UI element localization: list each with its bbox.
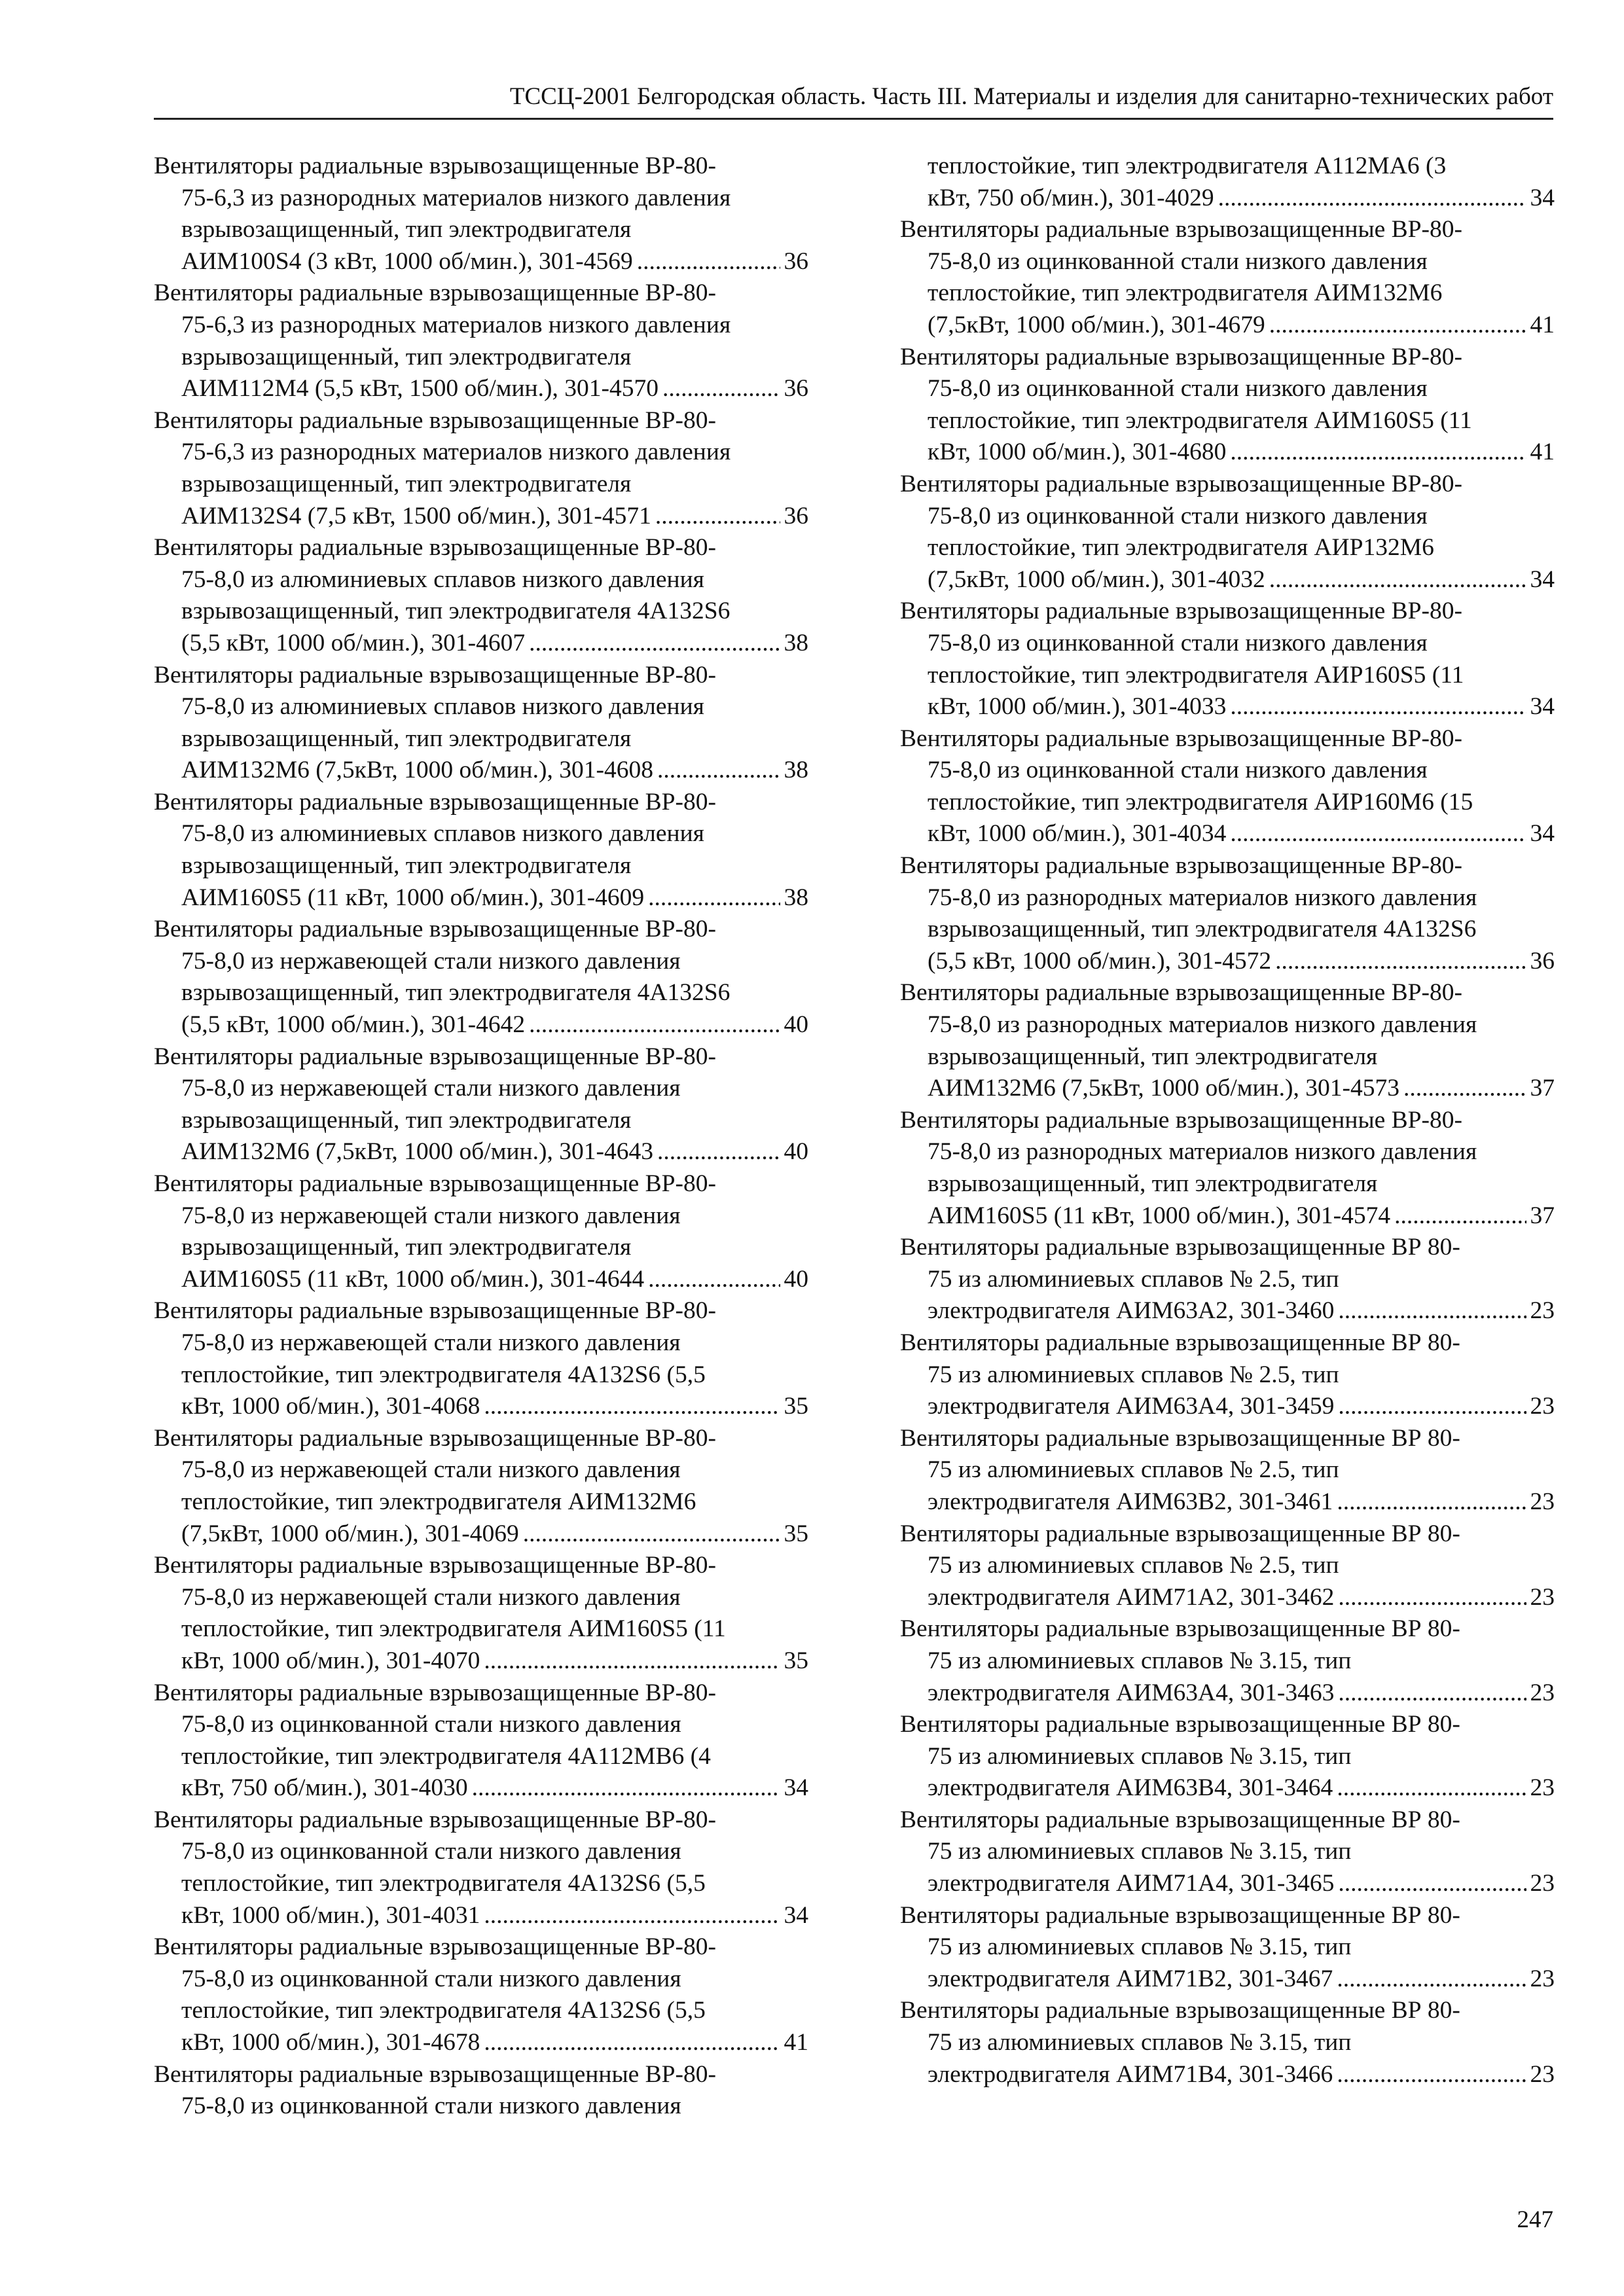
entry-line: 75-8,0 из алюминиевых сплавов низкого давления	[181, 565, 704, 593]
entry-text: кВт, 750 об/мин.), 301-4030	[181, 1774, 468, 1802]
dot-leader	[1338, 1868, 1526, 1900]
index-entry	[900, 1232, 1555, 1327]
entry-line	[900, 1868, 1555, 1900]
entry-page-number: 23	[1530, 1870, 1555, 1897]
dot-leader	[657, 755, 780, 787]
entry-page-number: 38	[784, 629, 808, 656]
dot-leader	[1337, 2059, 1526, 2091]
entry-line	[900, 437, 1555, 469]
dot-leader	[484, 1645, 780, 1677]
entry-text: АИМ132М6 (7,5кВт, 1000 об/мин.), 301-4608	[181, 757, 653, 784]
entry-text: АИМ132S4 (7,5 кВт, 1500 об/мин.), 301-4571	[181, 502, 651, 529]
entry-line: Вентиляторы радиальные взрывозащищенные ВР-80-	[154, 406, 717, 434]
dot-leader	[523, 1518, 780, 1551]
entry-page-number: 34	[1530, 184, 1555, 211]
entry-line	[154, 1009, 808, 1041]
entry-text: кВт, 1000 об/мин.), 301-4678	[181, 2029, 480, 2056]
running-header: ТССЦ-2001 Белгородская область. Часть III. Материалы и изделия для санитарно-технических работ	[509, 83, 1553, 110]
dot-leader	[637, 246, 780, 278]
entry-line: 75-8,0 из оцинкованной стали низкого давления	[181, 1711, 681, 1738]
entry-line: взрывозащищенный, тип электродвигателя	[928, 1170, 1378, 1197]
entry-page-number: 41	[1530, 311, 1555, 338]
entry-page-number: 23	[1530, 1774, 1555, 1802]
entry-text: кВт, 1000 об/мин.), 301-4034	[928, 820, 1227, 848]
entry-line: теплостойкие, тип электродвигателя АИР132М6	[928, 534, 1434, 562]
entry-line	[900, 1200, 1555, 1232]
entry-text: АИМ132М6 (7,5кВт, 1000 об/мин.), 301-4643	[181, 1138, 653, 1166]
entry-line	[900, 564, 1555, 596]
dot-leader	[657, 1136, 780, 1168]
entry-line: 75-6,3 из разнородных материалов низкого давления	[181, 311, 731, 338]
entry-page-number: 36	[784, 502, 808, 529]
entry-line: взрывозащищенный, тип электродвигателя	[181, 1234, 632, 1261]
dot-leader	[648, 882, 780, 914]
entry-text: АИМ160S5 (11 кВт, 1000 об/мин.), 301-4574	[928, 1202, 1391, 1229]
index-entry	[900, 151, 1555, 214]
entry-line: Вентиляторы радиальные взрывозащищенные ВР-80-	[900, 979, 1463, 1007]
entry-line	[900, 1677, 1555, 1710]
entry-line: 75 из алюминиевых сплавов № 3.15, тип	[928, 2029, 1352, 2056]
entry-line: Вентиляторы радиальные взрывозащищенные ВР-80-	[900, 216, 1463, 243]
entry-line: Вентиляторы радиальные взрывозащищенные ВР-80-	[900, 343, 1463, 370]
entry-page-number: 38	[784, 757, 808, 784]
index-column-left	[154, 151, 808, 2123]
entry-line: Вентиляторы радиальные взрывозащищенные ВР-80-	[900, 470, 1463, 497]
index-entry	[154, 1168, 808, 1295]
entry-line	[154, 1518, 808, 1551]
index-entry	[900, 342, 1555, 469]
entry-text: кВт, 1000 об/мин.), 301-4070	[181, 1647, 480, 1674]
index-entry	[154, 787, 808, 914]
entry-line: Вентиляторы радиальные взрывозащищенные ВР-80-	[154, 1552, 717, 1579]
dot-leader	[1337, 1964, 1526, 1996]
dot-leader	[484, 2027, 780, 2059]
index-entry	[154, 278, 808, 404]
dot-leader	[484, 1391, 780, 1423]
index-entry	[154, 1677, 808, 1804]
entry-page-number: 23	[1530, 1679, 1555, 1706]
entry-text: (5,5 кВт, 1000 об/мин.), 301-4607	[181, 629, 526, 656]
entry-text: электродвигателя АИМ63В2, 301-3461	[928, 1488, 1333, 1515]
entry-page-number: 35	[784, 1647, 808, 1674]
entry-line: Вентиляторы радиальные взрывозащищенные ВР-80-	[900, 598, 1463, 625]
dot-leader	[1230, 437, 1526, 469]
entry-page-number: 23	[1530, 1965, 1555, 1992]
entry-line: 75-8,0 из оцинкованной стали низкого давления	[181, 2092, 681, 2120]
entry-page-number: 35	[784, 1393, 808, 1420]
entry-page-number: 35	[784, 1520, 808, 1547]
entry-page-number: 34	[784, 1901, 808, 1929]
entry-line: Вентиляторы радиальные взрывозащищенные ВР-80-	[154, 1679, 717, 1706]
entry-line: теплостойкие, тип электродвигателя АИМ132М6	[181, 1488, 696, 1515]
entry-line: 75-6,3 из разнородных материалов низкого давления	[181, 439, 731, 466]
entry-text: кВт, 1000 об/мин.), 301-4031	[181, 1901, 480, 1929]
dot-leader	[529, 628, 780, 660]
entry-line: 75-8,0 из разнородных материалов низкого давления	[928, 884, 1477, 911]
entry-line	[154, 755, 808, 787]
entry-line: Вентиляторы радиальные взрывозащищенные ВР 80-	[900, 1234, 1460, 1261]
entry-line: взрывозащищенный, тип электродвигателя	[928, 1043, 1378, 1070]
entry-line: Вентиляторы радиальные взрывозащищенные ВР-80-	[900, 852, 1463, 880]
entry-line	[154, 1645, 808, 1677]
entry-text: кВт, 1000 об/мин.), 301-4033	[928, 693, 1227, 721]
dot-leader	[484, 1900, 780, 1932]
index-entry	[154, 1423, 808, 1550]
entry-page-number: 41	[1530, 439, 1555, 466]
index-entry	[900, 1105, 1555, 1232]
entry-line: взрывозащищенный, тип электродвигателя	[181, 1106, 632, 1134]
dot-leader	[655, 501, 780, 533]
entry-line: Вентиляторы радиальные взрывозащищенные ВР 80-	[900, 1615, 1460, 1643]
entry-line: Вентиляторы радиальные взрывозащищенные ВР-80-	[154, 152, 717, 179]
dot-leader	[1269, 564, 1526, 596]
entry-line: 75-8,0 из разнородных материалов низкого давления	[928, 1011, 1477, 1039]
entry-line	[900, 1772, 1555, 1804]
entry-page-number: 23	[1530, 1297, 1555, 1325]
entry-page-number: 38	[784, 884, 808, 911]
entry-line: Вентиляторы радиальные взрывозащищенные ВР-80-	[154, 788, 717, 816]
entry-line	[900, 183, 1555, 215]
entry-line: 75-8,0 из оцинкованной стали низкого давления	[928, 375, 1428, 403]
entry-line: теплостойкие, тип электродвигателя АИР160М6 (15	[928, 788, 1473, 816]
dot-leader	[472, 1772, 780, 1804]
entry-text: (5,5 кВт, 1000 об/мин.), 301-4642	[181, 1011, 526, 1039]
entry-text: электродвигателя АИМ71А2, 301-3462	[928, 1583, 1335, 1611]
index-entry	[154, 532, 808, 659]
entry-line: 75-6,3 из разнородных материалов низкого давления	[181, 184, 731, 211]
entry-line: 75-8,0 из оцинкованной стали низкого давления	[181, 1965, 681, 1992]
entry-line: 75 из алюминиевых сплавов № 3.15, тип	[928, 1838, 1352, 1865]
entry-line	[900, 1073, 1555, 1105]
entry-text: электродвигателя АИМ63А4, 301-3459	[928, 1393, 1335, 1420]
entry-line: 75-8,0 из разнородных материалов низкого давления	[928, 1138, 1477, 1166]
entry-line: Вентиляторы радиальные взрывозащищенные ВР 80-	[900, 1997, 1460, 2024]
entry-line	[900, 310, 1555, 342]
entry-line: 75-8,0 из алюминиевых сплавов низкого давления	[181, 820, 704, 848]
entry-text: электродвигателя АИМ63А4, 301-3463	[928, 1679, 1335, 1706]
entry-page-number: 36	[784, 247, 808, 275]
index-entry	[900, 850, 1555, 977]
index-entry	[900, 1518, 1555, 1614]
entry-page-number: 23	[1530, 2060, 1555, 2088]
entry-line: Вентиляторы радиальные взрывозащищенные ВР-80-	[900, 1106, 1463, 1134]
entry-line: Вентиляторы радиальные взрывозащищенные ВР-80-	[154, 2060, 717, 2088]
entry-text: кВт, 750 об/мин.), 301-4029	[928, 184, 1214, 211]
index-entry	[900, 977, 1555, 1104]
entry-line: взрывозащищенный, тип электродвигателя	[181, 725, 632, 752]
entry-page-number: 34	[1530, 820, 1555, 848]
entry-line: Вентиляторы радиальные взрывозащищенные ВР-80-	[154, 1297, 717, 1325]
entry-line: Вентиляторы радиальные взрывозащищенные ВР 80-	[900, 1520, 1460, 1547]
dot-leader	[1338, 1582, 1526, 1614]
entry-line	[900, 1486, 1555, 1518]
dot-leader	[1338, 1391, 1526, 1423]
index-entry	[900, 596, 1555, 723]
entry-line: 75-8,0 из нержавеющей стали низкого давления	[181, 1329, 681, 1356]
entry-text: (5,5 кВт, 1000 об/мин.), 301-4572	[928, 947, 1272, 975]
entry-text: электродвигателя АИМ71А4, 301-3465	[928, 1870, 1335, 1897]
entry-page-number: 23	[1530, 1488, 1555, 1515]
entry-line: Вентиляторы радиальные взрывозащищенные ВР-80-	[154, 534, 717, 562]
entry-page-number: 23	[1530, 1583, 1555, 1611]
entry-line: 75 из алюминиевых сплавов № 3.15, тип	[928, 1933, 1352, 1961]
entry-line: взрывозащищенный, тип электродвигателя	[181, 343, 632, 370]
entry-line: Вентиляторы радиальные взрывозащищенные ВР-80-	[154, 916, 717, 943]
entry-text: электродвигателя АИМ63В4, 301-3464	[928, 1774, 1333, 1802]
index-entry	[900, 214, 1555, 341]
dot-leader	[1275, 946, 1526, 978]
entry-line: 75-8,0 из оцинкованной стали низкого давления	[928, 247, 1428, 275]
entry-page-number: 36	[1530, 947, 1555, 975]
index-entry	[154, 1804, 808, 1931]
entry-line: 75-8,0 из оцинкованной стали низкого давления	[181, 1838, 681, 1865]
entry-line: Вентиляторы радиальные взрывозащищенные ВР-80-	[900, 725, 1463, 752]
entry-text: электродвигателя АИМ71В2, 301-3467	[928, 1965, 1333, 1992]
entry-text: электродвигателя АИМ63А2, 301-3460	[928, 1297, 1335, 1325]
index-entry	[154, 1550, 808, 1677]
index-entry	[900, 1804, 1555, 1900]
entry-line	[154, 501, 808, 533]
entry-line: теплостойкие, тип электродвигателя 4А132S6 (5,5	[181, 1997, 706, 2024]
dot-leader	[1337, 1772, 1526, 1804]
entry-line: 75-8,0 из нержавеющей стали низкого давления	[181, 1202, 681, 1229]
entry-line: взрывозащищенный, тип электродвигателя	[181, 216, 632, 243]
entry-line: 75-8,0 из нержавеющей стали низкого давления	[181, 947, 681, 975]
index-entry	[900, 723, 1555, 850]
index-column-right	[900, 151, 1555, 2090]
entry-line	[900, 1295, 1555, 1327]
dot-leader	[662, 373, 780, 405]
entry-line: теплостойкие, тип электродвигателя 4А132S6 (5,5	[181, 1870, 706, 1897]
entry-line: 75 из алюминиевых сплавов № 3.15, тип	[928, 1742, 1352, 1770]
index-entry	[900, 1995, 1555, 2090]
entry-line: теплостойкие, тип электродвигателя АИМ132М6	[928, 279, 1443, 307]
entry-page-number: 34	[1530, 565, 1555, 593]
index-entry	[900, 1423, 1555, 1518]
index-entry	[900, 1613, 1555, 1709]
entry-text: АИМ112М4 (5,5 кВт, 1500 об/мин.), 301-4570	[181, 375, 659, 403]
entry-line: Вентиляторы радиальные взрывозащищенные ВР 80-	[900, 1901, 1460, 1929]
index-entry	[154, 151, 808, 278]
entry-line: 75-8,0 из оцинкованной стали низкого давления	[928, 757, 1428, 784]
entry-text: (7,5кВт, 1000 об/мин.), 301-4032	[928, 565, 1265, 593]
entry-line	[900, 946, 1555, 978]
entry-page-number: 41	[784, 2029, 808, 2056]
entry-line: 75-8,0 из нержавеющей стали низкого давления	[181, 1456, 681, 1484]
dot-leader	[1403, 1073, 1526, 1105]
entry-page-number: 40	[784, 1265, 808, 1293]
entry-line: Вентиляторы радиальные взрывозащищенные ВР 80-	[900, 1424, 1460, 1452]
entry-line	[900, 2059, 1555, 2091]
entry-page-number: 23	[1530, 1393, 1555, 1420]
entry-line	[154, 628, 808, 660]
page-number: 247	[1517, 2206, 1553, 2233]
entry-page-number: 34	[1530, 693, 1555, 721]
entry-line: Вентиляторы радиальные взрывозащищенные ВР-80-	[154, 661, 717, 689]
entry-line	[154, 882, 808, 914]
dot-leader	[1394, 1200, 1526, 1232]
entry-line: теплостойкие, тип электродвигателя 4А112МВ6 (4	[181, 1742, 711, 1770]
entry-line: взрывозащищенный, тип электродвигателя 4А132S6	[181, 598, 731, 625]
entry-line: теплостойкие, тип электродвигателя 4А132S6 (5,5	[181, 1361, 706, 1388]
entry-line: Вентиляторы радиальные взрывозащищенные ВР 80-	[900, 1711, 1460, 1738]
entry-line: 75 из алюминиевых сплавов № 2.5, тип	[928, 1456, 1339, 1484]
entry-line: Вентиляторы радиальные взрывозащищенные ВР-80-	[154, 1933, 717, 1961]
entry-line: Вентиляторы радиальные взрывозащищенные ВР 80-	[900, 1806, 1460, 1833]
entry-text: (7,5кВт, 1000 об/мин.), 301-4679	[928, 311, 1265, 338]
entry-line: 75 из алюминиевых сплавов № 3.15, тип	[928, 1647, 1352, 1674]
entry-line: Вентиляторы радиальные взрывозащищенные ВР-80-	[154, 1806, 717, 1833]
entry-line	[154, 1391, 808, 1423]
entry-line: взрывозащищенный, тип электродвигателя	[181, 470, 632, 497]
dot-leader	[1338, 1677, 1526, 1710]
dot-leader	[1218, 183, 1526, 215]
entry-line: 75 из алюминиевых сплавов № 2.5, тип	[928, 1265, 1339, 1293]
entry-line: взрывозащищенный, тип электродвигателя 4А132S6	[181, 979, 731, 1007]
index-entry	[154, 405, 808, 532]
dot-leader	[648, 1264, 780, 1296]
entry-line	[154, 1772, 808, 1804]
entry-line	[900, 1391, 1555, 1423]
index-entry	[154, 914, 808, 1041]
entry-line	[154, 246, 808, 278]
entry-line	[900, 1582, 1555, 1614]
entry-line: 75 из алюминиевых сплавов № 2.5, тип	[928, 1552, 1339, 1579]
entry-line: теплостойкие, тип электродвигателя АИМ160S5 (11	[928, 406, 1472, 434]
entry-line: теплостойкие, тип электродвигателя А112МА6 (3	[928, 152, 1447, 179]
dot-leader	[1269, 310, 1526, 342]
entry-line	[900, 1964, 1555, 1996]
entry-page-number: 37	[1530, 1202, 1555, 1229]
index-entry	[154, 2059, 808, 2123]
index-entry	[900, 1709, 1555, 1804]
entry-text: АИМ160S5 (11 кВт, 1000 об/мин.), 301-4609	[181, 884, 645, 911]
entry-line	[154, 2027, 808, 2059]
entry-line: 75-8,0 из оцинкованной стали низкого давления	[928, 502, 1428, 529]
index-entry	[900, 469, 1555, 596]
dot-leader	[529, 1009, 780, 1041]
entry-page-number: 40	[784, 1011, 808, 1039]
entry-line	[154, 1264, 808, 1296]
entry-line	[900, 691, 1555, 723]
entry-page-number: 34	[784, 1774, 808, 1802]
index-entry	[900, 1900, 1555, 1996]
dot-leader	[1338, 1295, 1526, 1327]
index-entry	[154, 660, 808, 787]
entry-line: взрывозащищенный, тип электродвигателя	[181, 852, 632, 880]
entry-line: Вентиляторы радиальные взрывозащищенные ВР-80-	[154, 1170, 717, 1197]
entry-line: взрывозащищенный, тип электродвигателя 4А132S6	[928, 916, 1477, 943]
entry-text: кВт, 1000 об/мин.), 301-4068	[181, 1393, 480, 1420]
dot-leader	[1230, 691, 1526, 723]
entry-line: Вентиляторы радиальные взрывозащищенные ВР-80-	[154, 1043, 717, 1070]
entry-line	[900, 818, 1555, 850]
entry-line: 75-8,0 из нержавеющей стали низкого давления	[181, 1583, 681, 1611]
entry-line: теплостойкие, тип электродвигателя АИМ160S5 (11	[181, 1615, 726, 1643]
entry-page-number: 40	[784, 1138, 808, 1166]
header-rule	[154, 118, 1553, 120]
entry-page-number: 36	[784, 375, 808, 403]
entry-line: Вентиляторы радиальные взрывозащищенные ВР 80-	[900, 1329, 1460, 1356]
entry-line: Вентиляторы радиальные взрывозащищенные ВР-80-	[154, 279, 717, 307]
index-entry	[154, 1931, 808, 2058]
entry-text: кВт, 1000 об/мин.), 301-4680	[928, 439, 1227, 466]
entry-page-number: 37	[1530, 1075, 1555, 1102]
index-entry	[900, 1327, 1555, 1423]
entry-line: 75-8,0 из алюминиевых сплавов низкого давления	[181, 693, 704, 721]
entry-line	[154, 373, 808, 405]
dot-leader	[1337, 1486, 1526, 1518]
entry-text: АИМ160S5 (11 кВт, 1000 об/мин.), 301-4644	[181, 1265, 645, 1293]
entry-line: 75-8,0 из оцинкованной стали низкого давления	[928, 629, 1428, 656]
entry-text: (7,5кВт, 1000 об/мин.), 301-4069	[181, 1520, 519, 1547]
entry-line: теплостойкие, тип электродвигателя АИР160S5 (11	[928, 661, 1464, 689]
dot-leader	[1230, 818, 1526, 850]
entry-line: Вентиляторы радиальные взрывозащищенные ВР-80-	[154, 1424, 717, 1452]
entry-text: АИМ132М6 (7,5кВт, 1000 об/мин.), 301-4573	[928, 1075, 1399, 1102]
index-entry	[154, 1295, 808, 1422]
entry-line: 75 из алюминиевых сплавов № 2.5, тип	[928, 1361, 1339, 1388]
entry-line	[154, 1136, 808, 1168]
entry-line: 75-8,0 из нержавеющей стали низкого давления	[181, 1075, 681, 1102]
entry-line	[154, 1900, 808, 1932]
entry-text: АИМ100S4 (3 кВт, 1000 об/мин.), 301-4569	[181, 247, 633, 275]
index-entry	[154, 1041, 808, 1168]
entry-text: электродвигателя АИМ71В4, 301-3466	[928, 2060, 1333, 2088]
